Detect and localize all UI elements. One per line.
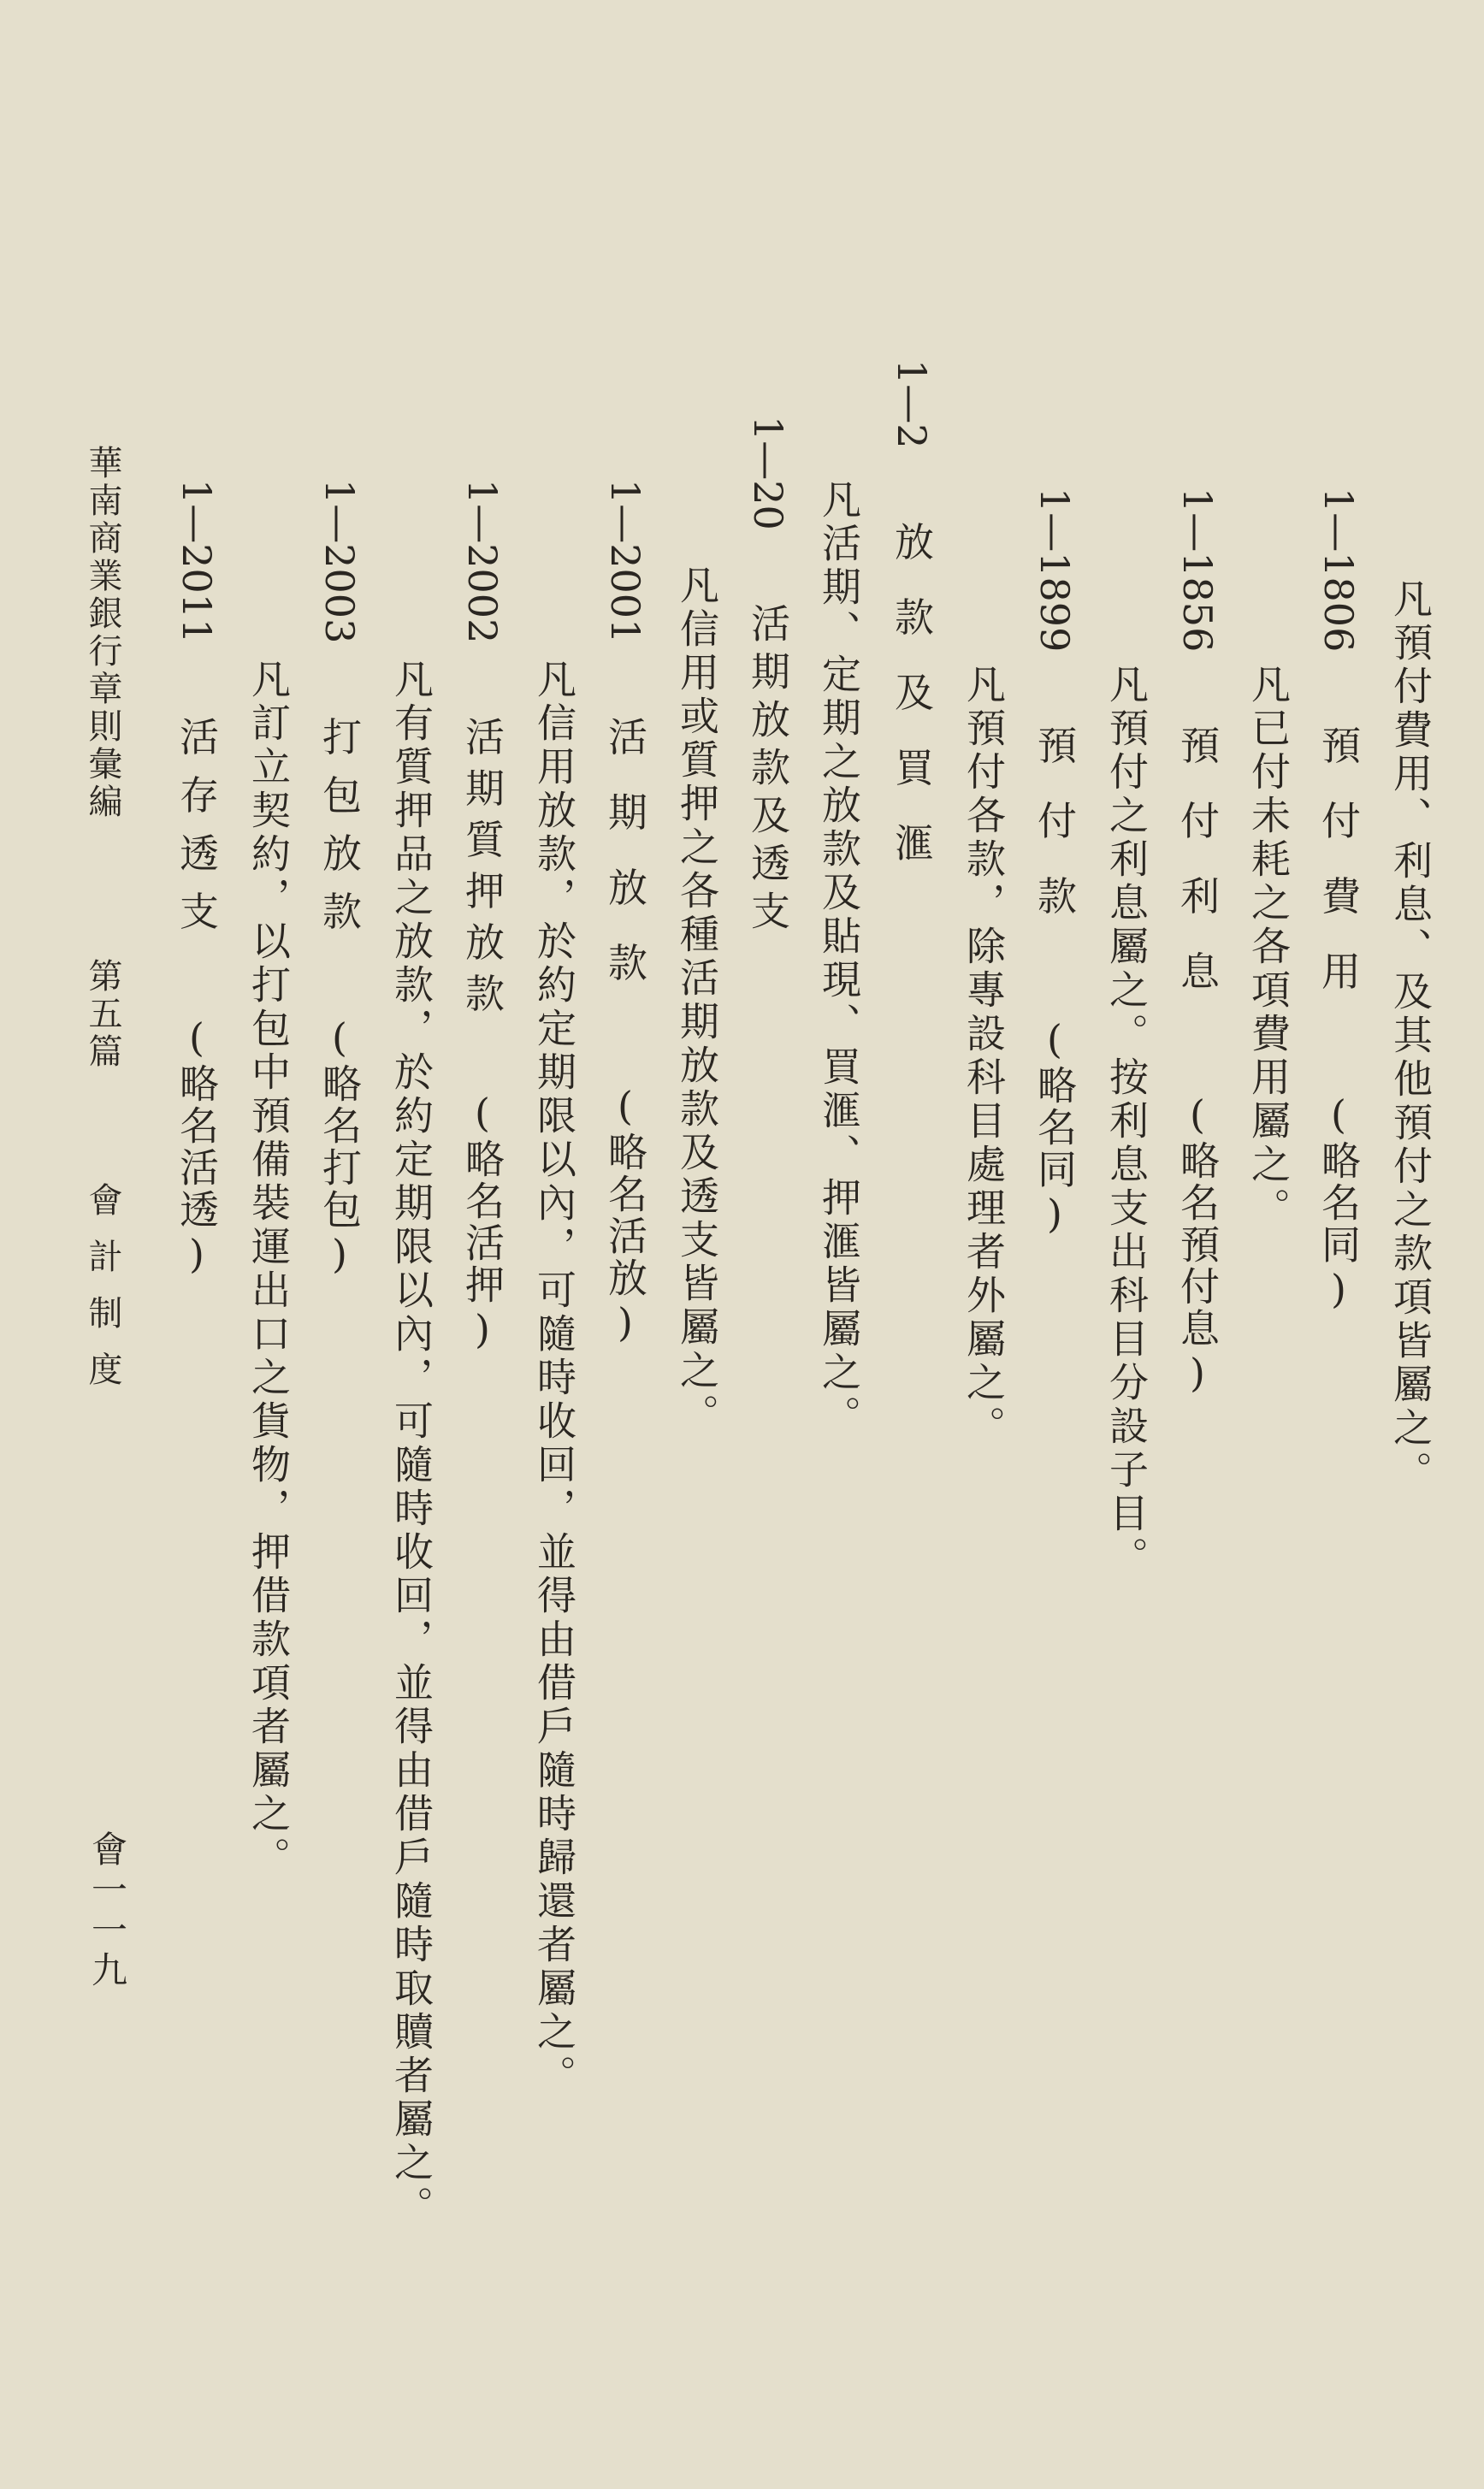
line-text: 凡信用放款，於約定期限以內，可隨時收回，並得由借戶隨時歸還者屬之。 <box>531 659 577 2098</box>
account-title: 活期放款及透支 <box>745 602 791 938</box>
account-abbreviation: (略名打包) <box>316 1014 363 1280</box>
running-footer <box>83 445 122 1408</box>
account-heading <box>1315 488 1362 1315</box>
section-label: 會計制度 <box>83 1182 122 1408</box>
account-title: 預付利息 <box>1174 724 1221 1026</box>
text-line <box>816 479 862 1439</box>
account-heading <box>745 416 791 938</box>
account-heading <box>316 479 363 1280</box>
text-line <box>1245 664 1292 1231</box>
text-line <box>1103 664 1150 1580</box>
account-abbreviation: (略名活透) <box>174 1014 220 1280</box>
account-heading <box>889 359 935 898</box>
account-title: 預付費用 <box>1315 724 1362 1026</box>
account-title: 活期質押放款 <box>459 716 506 1025</box>
account-title: 預付款 <box>1032 724 1078 951</box>
line-text: 凡預付之利息屬之。按利息支出科目分設子目。 <box>1103 664 1150 1580</box>
page-number-text: 會一一九 <box>86 1830 128 1991</box>
account-code: 1—1856 <box>1174 488 1221 653</box>
account-heading <box>1032 488 1078 1240</box>
account-code: 1—2001 <box>602 479 648 644</box>
line-text: 凡活期、定期之放款及貼現、買滙、押滙皆屬之。 <box>816 479 862 1439</box>
page-number <box>86 1830 128 1991</box>
line-text: 凡有質押品之放款，於約定期限以內，可隨時收回，並得由借戶隨時取贖者屬之。 <box>388 659 435 2229</box>
text-line <box>674 565 720 1437</box>
line-text: 凡已付未耗之各項費用屬之。 <box>1245 664 1292 1231</box>
line-text: 凡預付費用、利息、及其他預付之款項皆屬之。 <box>1387 578 1434 1494</box>
account-abbreviation: (略名活押) <box>459 1090 506 1356</box>
account-code: 1—2003 <box>316 479 363 644</box>
account-abbreviation: (略名同) <box>1032 1016 1078 1240</box>
account-abbreviation: (略名預付息) <box>1174 1091 1221 1399</box>
account-code: 1—2 <box>889 359 935 449</box>
book-title: 華南商業銀行章則彙編 <box>83 445 122 821</box>
account-code: 1—1806 <box>1315 488 1362 653</box>
account-code: 1—2002 <box>459 479 506 644</box>
account-heading <box>459 479 506 1356</box>
account-title: 放款及買滙 <box>889 521 935 898</box>
account-title: 活期放款 <box>602 716 648 1018</box>
account-abbreviation: (略名同) <box>1315 1091 1362 1315</box>
chapter-label: 第五篇 <box>83 958 122 1071</box>
account-code: 1—1899 <box>1032 488 1078 653</box>
text-line <box>961 664 1007 1449</box>
account-heading <box>602 479 648 1349</box>
account-title: 打包放款 <box>316 716 363 949</box>
account-code: 1—20 <box>745 416 791 530</box>
account-title: 活存透支 <box>174 716 220 949</box>
text-line <box>1387 578 1434 1494</box>
line-text: 凡信用或質押之各種活期放款及透支皆屬之。 <box>674 565 720 1437</box>
text-line <box>245 659 292 1880</box>
text-line <box>531 659 577 2098</box>
account-code: 1—2011 <box>174 479 220 644</box>
text-line <box>388 659 435 2229</box>
account-heading <box>1174 488 1221 1399</box>
line-text: 凡訂立契約，以打包中預備裝運出口之貨物，押借款項者屬之。 <box>245 659 292 1880</box>
account-heading <box>174 479 220 1280</box>
line-text: 凡預付各款，除專設科目處理者外屬之。 <box>961 664 1007 1449</box>
account-abbreviation: (略名活放) <box>602 1083 648 1349</box>
